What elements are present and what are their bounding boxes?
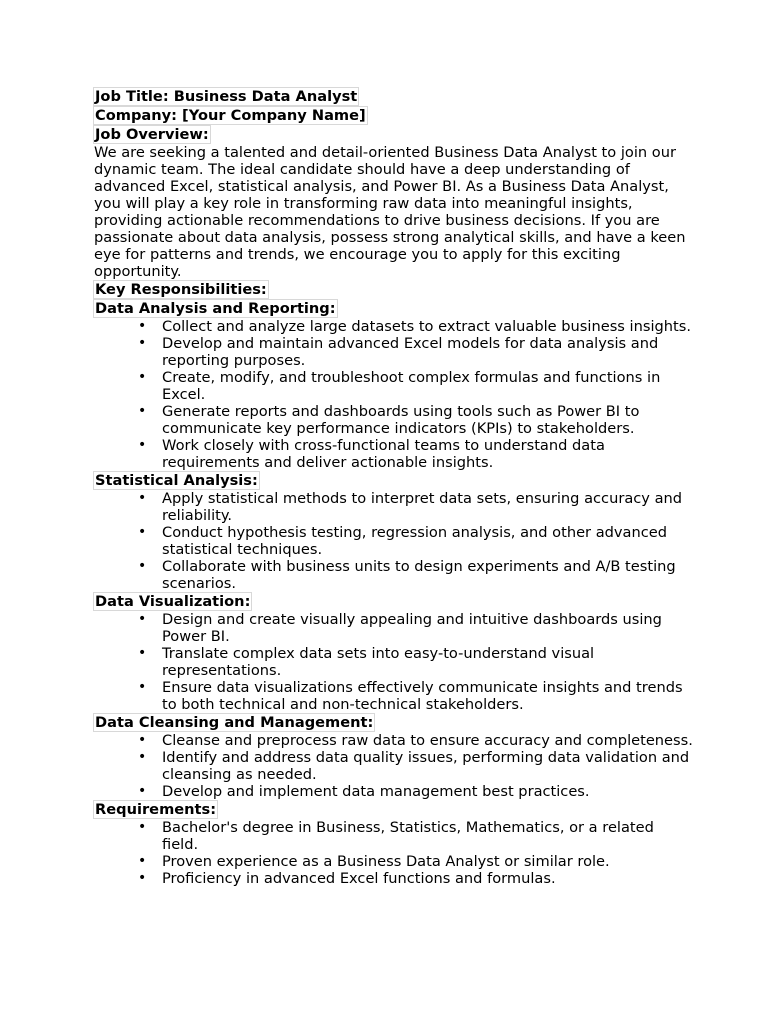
bullet-icon: • [138,490,147,506]
list-item-text: Work closely with cross-functional teams to understand data requirements and deliver actionable insights. [162,437,605,471]
overview-heading-row [93,125,693,144]
list-item-text: Collaborate with business units to design experiments and A/B testing scenarios. [162,558,676,592]
bullet-icon: • [138,335,147,351]
section-heading-row [93,800,693,819]
list-item-text: Cleanse and preprocess raw data to ensure accuracy and completeness. [162,732,693,749]
job-description-document [93,87,693,887]
section-data-cleansing-management [93,713,693,800]
bullet-icon: • [138,819,147,835]
list-item-text: Conduct hypothesis testing, regression analysis, and other advanced statistical techniques. [162,524,668,558]
list-item-text: Proficiency in advanced Excel functions and formulas. [162,870,556,887]
list-item [93,369,693,403]
job-title-heading: Job Title: Business Data Analyst [95,88,358,105]
list-item [93,437,693,471]
section-data-visualization [93,592,693,713]
list-item-text: Create, modify, and troubleshoot complex formulas and functions in Excel. [162,369,661,403]
section-heading: Data Visualization: [95,593,251,610]
list-item [93,645,693,679]
list-item [93,318,693,335]
bullet-icon: • [138,679,147,695]
list-item-text: Translate complex data sets into easy-to-understand visual representations. [162,645,595,679]
bullet-icon: • [138,732,147,748]
section-heading: Statistical Analysis: [95,472,258,489]
overview-paragraph: We are seeking a talented and detail-oriented Business Data Analyst to join our dynamic team. The ideal candidate should have a deep understanding of advanced Excel, statistical analysis, and Power BI. As a Business Data Analyst, you will play a key role in transforming raw data into meaningful insights, providing actionable recommendations to drive business decisions. If you are passionate about data analysis, possess strong analytical skills, and have a keen eye for patterns and trends, we encourage you to apply for this exciting opportunity. [94,144,686,280]
list-item [93,732,693,749]
company-row [93,106,693,125]
bullet-icon: • [138,611,147,627]
bullet-icon: • [138,524,147,540]
bullet-list [93,819,693,887]
list-item-text: Proven experience as a Business Data Analyst or similar role. [162,853,610,870]
section-requirements [93,800,693,887]
list-item-text: Develop and implement data management best practices. [162,783,590,800]
bullet-icon: • [138,403,147,419]
list-item [93,819,693,853]
list-item-text: Identify and address data quality issues, performing data validation and cleansing as needed. [162,749,690,783]
bullet-list [93,732,693,800]
list-item-text: Design and create visually appealing and intuitive dashboards using Power BI. [162,611,662,645]
list-item [93,490,693,524]
list-item-text: Ensure data visualizations effectively communicate insights and trends to both technical and non-technical stakeholders. [162,679,683,713]
section-statistical-analysis [93,471,693,592]
bullet-icon: • [138,437,147,453]
responsibilities-heading-row [93,280,693,299]
section-heading-row [93,592,693,611]
bullet-icon: • [138,870,147,886]
list-item-text: Develop and maintain advanced Excel models for data analysis and reporting purposes. [162,335,659,369]
list-item [93,679,693,713]
list-item [93,783,693,800]
responsibilities-heading: Key Responsibilities: [95,281,267,298]
section-heading: Data Cleansing and Management: [95,714,374,731]
section-heading-row [93,471,693,490]
list-item [93,611,693,645]
company-heading: Company: [Your Company Name] [95,107,366,124]
section-heading: Data Analysis and Reporting: [95,300,336,317]
list-item [93,558,693,592]
list-item-text: Collect and analyze large datasets to extract valuable business insights. [162,318,691,335]
bullet-icon: • [138,369,147,385]
list-item [93,524,693,558]
list-item-text: Bachelor's degree in Business, Statistics, Mathematics, or a related field. [162,819,654,853]
job-title-row [93,87,693,106]
section-data-analysis-reporting [93,299,693,471]
list-item [93,335,693,369]
bullet-icon: • [138,645,147,661]
bullet-list [93,490,693,592]
list-item [93,403,693,437]
overview-heading: Job Overview: [95,126,209,143]
bullet-icon: • [138,853,147,869]
bullet-list [93,318,693,471]
list-item [93,749,693,783]
bullet-icon: • [138,749,147,765]
list-item-text: Apply statistical methods to interpret data sets, ensuring accuracy and reliability. [162,490,683,524]
section-heading-row [93,299,693,318]
requirements-heading: Requirements: [95,801,217,818]
section-heading-row [93,713,693,732]
bullet-icon: • [138,783,147,799]
bullet-icon: • [138,558,147,574]
list-item-text: Generate reports and dashboards using tools such as Power BI to communicate key performance indicators (KPIs) to stakeholders. [162,403,640,437]
list-item [93,870,693,887]
bullet-list [93,611,693,713]
list-item [93,853,693,870]
bullet-icon: • [138,318,147,334]
